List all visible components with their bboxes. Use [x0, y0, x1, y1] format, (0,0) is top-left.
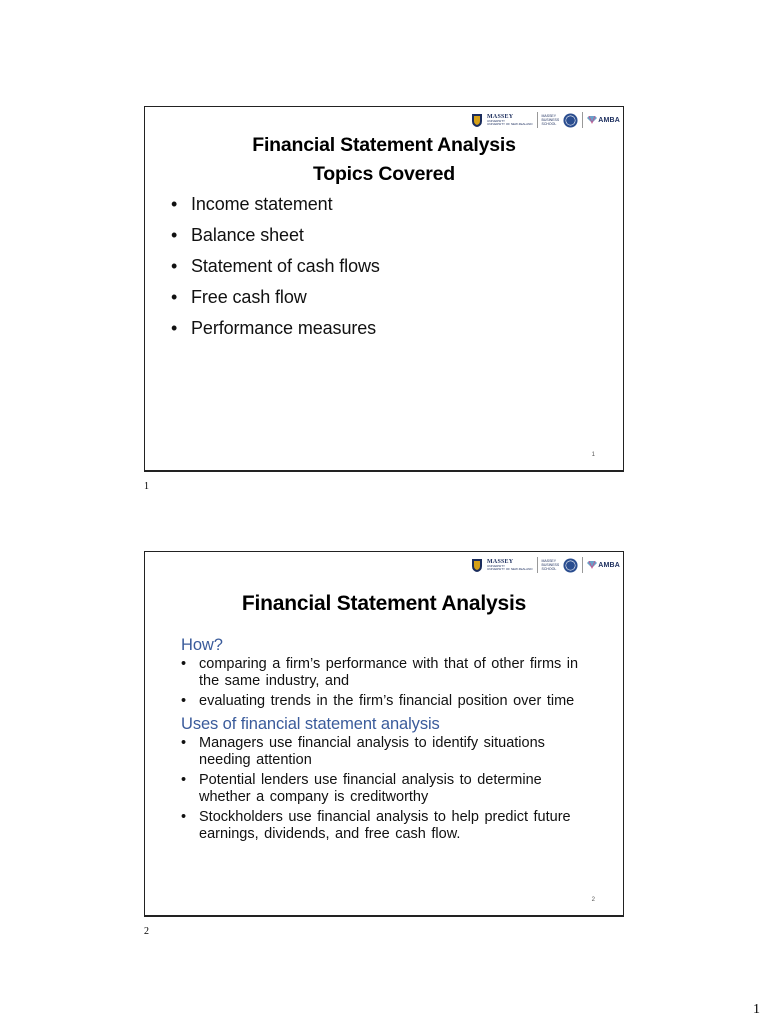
school-line-1: MASSEY: [541, 558, 557, 563]
uses-list: [181, 735, 591, 843]
section-heading-uses: Uses of financial statement analysis: [181, 715, 440, 733]
amba-logo: AMBA: [598, 561, 620, 569]
slide-1: [144, 106, 624, 472]
page-number: 1: [753, 1002, 760, 1017]
list-item: • Income statement: [171, 189, 380, 220]
slide-2: [144, 551, 624, 917]
amba-logo: AMBA: [598, 116, 620, 124]
school-line-2: BUSINESS: [541, 562, 560, 567]
massey-crest-icon: [471, 558, 483, 573]
university-name: MASSEY: [487, 559, 514, 565]
title-line-2: Topics Covered: [312, 163, 456, 185]
list-item: • Statement of cash flows: [171, 251, 380, 282]
list-item: • evaluating trends in the firm’s financial position over time: [181, 693, 591, 710]
slide-caption-number: 1: [144, 481, 149, 492]
section-heading-how: How?: [181, 636, 223, 654]
list-item: • Free cash flow: [171, 282, 380, 313]
list-item: • Stockholders use financial analysis to help predict future earnings, dividends, and free cash flow.: [181, 809, 591, 843]
list-item: • comparing a firm’s performance with that of other firms in the same industry, and: [181, 656, 591, 690]
school-line-1: MASSEY: [541, 113, 557, 118]
logo-divider: [537, 557, 538, 573]
university-tagline: UNIVERSITY OF NEW ZEALAND: [487, 567, 533, 571]
university-tagline: UNIVERSITY OF NEW ZEALAND: [487, 122, 533, 126]
school-line-2: BUSINESS: [541, 117, 560, 122]
list-item: • Managers use financial analysis to identify situations needing attention: [181, 735, 591, 769]
list-item: • Performance measures: [171, 313, 380, 344]
topics-list: [171, 189, 380, 344]
massey-crest-icon: [471, 113, 483, 128]
school-seal-icon: [563, 558, 578, 573]
logo-divider: [582, 557, 583, 573]
logo-bar: [471, 110, 620, 130]
logo-divider: [582, 112, 583, 128]
university-sub: UNIVERSITY: [487, 564, 506, 568]
university-sub: UNIVERSITY: [487, 119, 506, 123]
slide-caption-number: 2: [144, 926, 149, 937]
how-list: [181, 656, 591, 710]
slide-title: Financial Statement Analysis: [241, 592, 527, 615]
list-item: • Balance sheet: [171, 220, 380, 251]
title-line-1: Financial Statement Analysis: [252, 134, 516, 156]
school-line-3: SCHOOL: [541, 122, 557, 126]
logo-divider: [537, 112, 538, 128]
slide-title: [145, 131, 623, 189]
school-seal-icon: [563, 113, 578, 128]
school-line-3: SCHOOL: [541, 567, 557, 571]
university-name: MASSEY: [487, 114, 514, 120]
amba-diamond-icon: [587, 561, 597, 569]
slide-number: 1: [591, 452, 595, 458]
amba-diamond-icon: [587, 116, 597, 124]
slide-content: [181, 634, 591, 846]
slide-number: 2: [591, 897, 595, 903]
list-item: • Potential lenders use financial analysis to determine whether a company is creditworthy: [181, 772, 591, 806]
logo-bar: [471, 555, 620, 575]
